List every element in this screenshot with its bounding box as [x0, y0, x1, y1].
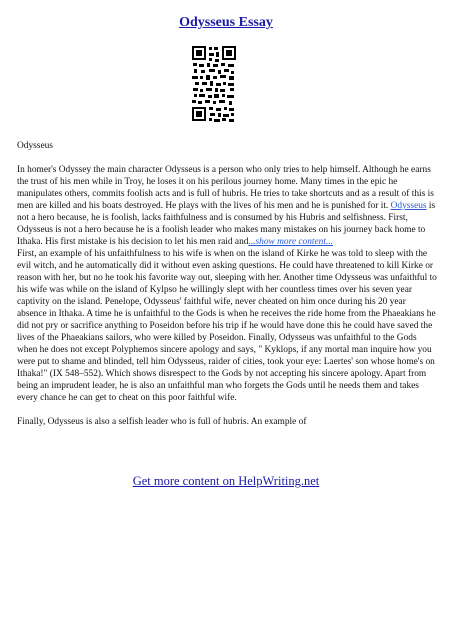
get-more-content-link[interactable]: Get more content on HelpWriting.net	[132, 474, 320, 488]
essay-body	[17, 140, 437, 440]
essay-heading: Odysseus	[17, 141, 53, 151]
show-more-link[interactable]: ...show more content...	[248, 237, 334, 247]
paragraph-2: First, an example of his unfaithfulness to his wife is when on the island of Kirke he was told to sleep with the evil witch, and he automatically did it without even asking questions. He could have threatened to kill Kirke or reason with her, but no he took his favorite way out, sleeping with her. Another time Odysseus was unfaithful to his wife was while on the island of Kylpso he willingly slept with her countless times over his seven year captivity on the island. Penelope, Odysseus' faithful wife, never cheated on him once during his 20 year absence in Ithaka. A time he is unfaithful to the Gods is when he receives the ride home from the Phaeakians he did not pry or sacrifice anything to Poseidon before his trip if he would have done this he could have saved the lives of the Phaeakians sailors, who were killed by Poseidon. Finally, Odysseus was unfaithful to the Gods when he does not except Polyphemos sincere apology and says, " Kyklops, if any mortal man inquire how you were put to shame and blinded, tell him Odysseus, raider of cities, took your eye: Laertes' son whose home's on Ithaka!" (IX 548–552). Which shows disrespect to the Gods by not accepting his sincere apology. Apart from being an imprudent leader, he is also an unfaithful man who forgets the Gods until he needs them and takes every chance he can get to cheat on this poor faithful wife.	[17, 249, 437, 403]
odysseus-link[interactable]: Odysseus	[390, 201, 427, 211]
page-title[interactable]: Odysseus Essay	[179, 15, 273, 30]
paragraph-1-text-a: In homer's Odyssey the main character Odysseus is a person who only tries to help himself. Although he earns the trust of his men while in Troy, he loses it on his perilous journey home. Many times in the epic he manipulates others, commits foolish acts and is full of hubris. He tries to take shortcuts and as a result of this is men are killed and his boats destroyed. He plays with the lives of his men and he is punished for it.	[17, 165, 434, 211]
paragraph-1-text-b: is not a hero because, he is foolish, lacks faithfulness and is consumed by his Hubris and selfishness. First, Odysseus is not a hero because he is a foolish leader who makes many mistakes on his journey back home to Ithaka. His first mistake is his decision to let his men raid and	[17, 201, 436, 247]
qr-code-icon	[191, 45, 237, 123]
paragraph-3: Finally, Odysseus is also a selfish leader who is full of hubris. An example of	[17, 417, 307, 427]
paragraph-1	[17, 164, 437, 404]
